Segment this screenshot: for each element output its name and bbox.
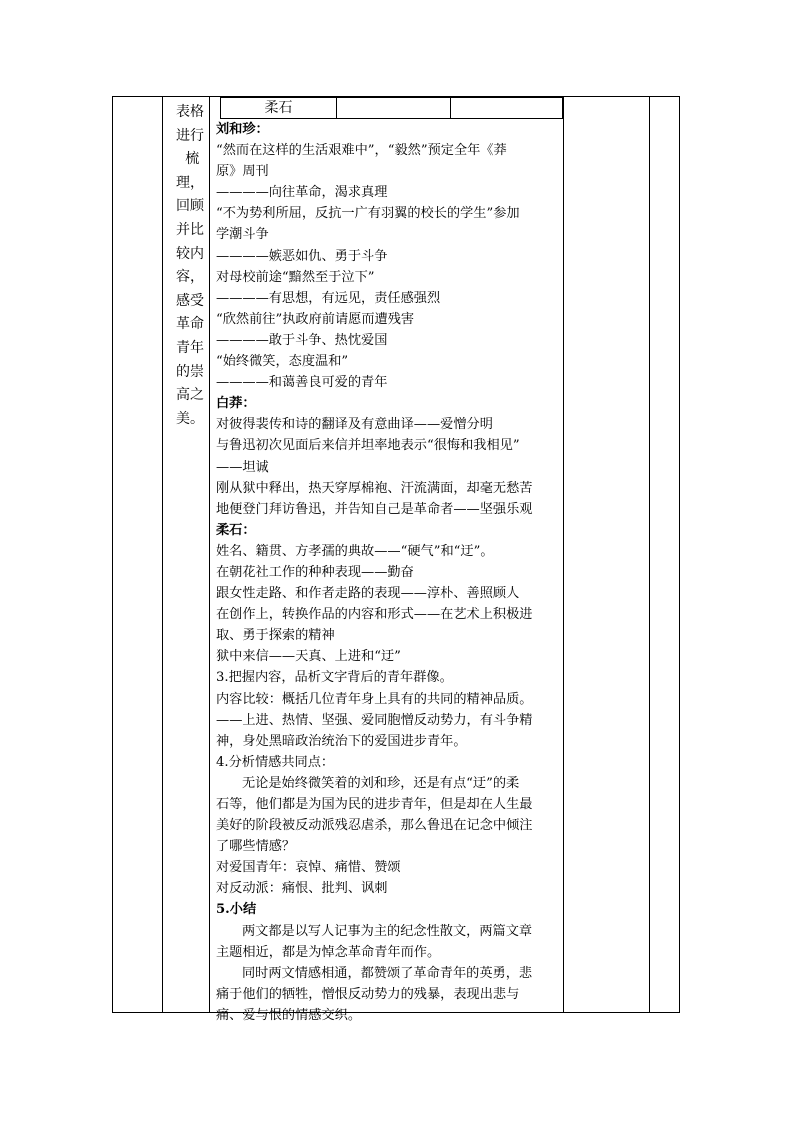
lesson-plan-table: [112, 96, 680, 1023]
content-line: “不为势利所屈，反抗一广有羽翼的校长的学生”参加: [216, 206, 520, 222]
section-heading: 刘和珍：: [216, 122, 269, 137]
content-line: “然而在这样的生活艰难中”，“毅然”预定全年《莽: [216, 143, 507, 159]
content-line: ————和蔼善良可爱的青年: [216, 375, 388, 391]
content-line: ————有思想，有远见，责任感强烈: [216, 290, 441, 306]
content-line: 了哪些情感？: [216, 839, 296, 855]
design-intent-line: 梳: [180, 151, 200, 168]
content-line: 无论是始终微笑着的刘和珍，还是有点“迂”的柔: [242, 775, 520, 791]
content-line: 对反动派：痛恨、批判、讽刺: [216, 881, 388, 897]
content-line: 刚从狱中释出，热天穿厚棉袍、汗流满面，却毫无愁苦: [216, 480, 533, 496]
content-line: ————嫉恶如仇、勇于斗争: [216, 248, 388, 264]
design-intent-line: 进行: [176, 127, 204, 144]
content-line: 姓名、籍贯、方孝孺的典故——“硬气”和“迂”。: [216, 543, 494, 559]
content-line: 两文都是以写人记事为主的纪念性散文，两篇文章: [242, 923, 533, 939]
content-line: 对爱国青年：哀悼、痛惜、赞颂: [216, 860, 401, 876]
design-intent-column: [170, 101, 210, 431]
content-line: 3.把握内容，品析文字背后的青年群像。: [216, 670, 453, 686]
content-lines: [216, 119, 562, 1026]
design-intent-line: 革命: [176, 316, 204, 333]
table-column-divider: [563, 97, 564, 1012]
content-line: ——上进、热情、坚强、爱同胞憎反动势力，有斗争精: [216, 712, 533, 728]
design-intent-line: 理，: [176, 174, 204, 191]
content-line: 痛、爱与恨的情感交织。: [216, 1007, 362, 1023]
content-line: “欣然前往”执政府前请愿而遭残害: [216, 311, 415, 327]
content-line: 同时两文情感相通，都赞颂了革命青年的英勇，悲: [242, 965, 533, 981]
section-heading: 白莽：: [216, 396, 256, 412]
content-line: 石等，他们都是为国为民的进步青年，但是却在人生最: [216, 797, 533, 812]
content-line: 痛于他们的牺牲，憎恨反动势力的残暴，表现出悲与: [216, 986, 520, 1002]
content-line: 4.分析情感共同点：: [216, 754, 335, 770]
comparison-subtable: [220, 97, 563, 119]
content-line: ————向往革命，渴求真理: [216, 185, 388, 201]
subtable-cell: [336, 98, 337, 118]
subtable-cell-roushi: 柔石: [264, 100, 293, 116]
content-line: 学潮斗争: [216, 227, 269, 243]
section-heading: 5.小结: [216, 902, 257, 918]
design-intent-line: 美。: [176, 410, 204, 427]
content-line: 对彼得裴传和诗的翻译及有意曲译——爱憎分明: [216, 417, 493, 433]
content-line: 跟女性走路、和作者走路的表现——淳朴、善照顾人: [216, 586, 520, 602]
teaching-content-cell: [216, 97, 562, 1026]
content-line: 原》周刊: [216, 164, 269, 180]
content-line: 美好的阶段被反动派残忍虐杀，那么鲁迅在记念中倾注: [216, 818, 533, 834]
design-intent-line: 回顾: [176, 198, 204, 215]
content-line: “始终微笑，态度温和”: [216, 354, 349, 370]
content-line: 地便登门拜访鲁迅，并告知自己是革命者——坚强乐观: [216, 501, 533, 517]
content-line: 在创作上，转换作品的内容和形式——在艺术上积极进: [216, 607, 533, 623]
content-line: 取、勇于探索的精神: [216, 628, 335, 644]
design-intent-line: 感受: [176, 292, 204, 309]
table-column-divider: [649, 97, 650, 1012]
content-line: ————敢于斗争、热忱爱国: [216, 332, 388, 348]
design-intent-line: 青年: [176, 339, 204, 356]
design-intent-line: 容，: [176, 269, 204, 286]
content-line: 对母校前途“黯然至于泣下”: [216, 269, 375, 285]
design-intent-line: 并比: [176, 221, 204, 238]
content-line: 狱中来信——天真、上进和“迂”: [216, 649, 401, 665]
design-intent-line: 高之: [176, 387, 204, 404]
design-intent-line: 较内: [176, 245, 204, 262]
content-line: 内容比较：概括几位青年身上具有的共同的精神品质。: [216, 691, 533, 707]
design-intent-line: 表格: [176, 104, 204, 120]
design-intent-line: 的崇: [176, 363, 204, 380]
section-heading: 柔石：: [216, 522, 256, 538]
table-column-divider: [162, 97, 163, 1012]
content-line: ——坦诚: [216, 459, 269, 475]
subtable-cell: [450, 98, 451, 118]
content-line: 主题相近，都是为悼念革命青年而作。: [216, 944, 441, 960]
content-line: 神，身处黑暗政治统治下的爱国进步青年。: [216, 733, 467, 749]
content-line: 在朝花社工作的种种表现——勤奋: [216, 564, 414, 580]
content-line: 与鲁迅初次见面后来信并坦率地表示“很悔和我相见”: [216, 438, 520, 454]
